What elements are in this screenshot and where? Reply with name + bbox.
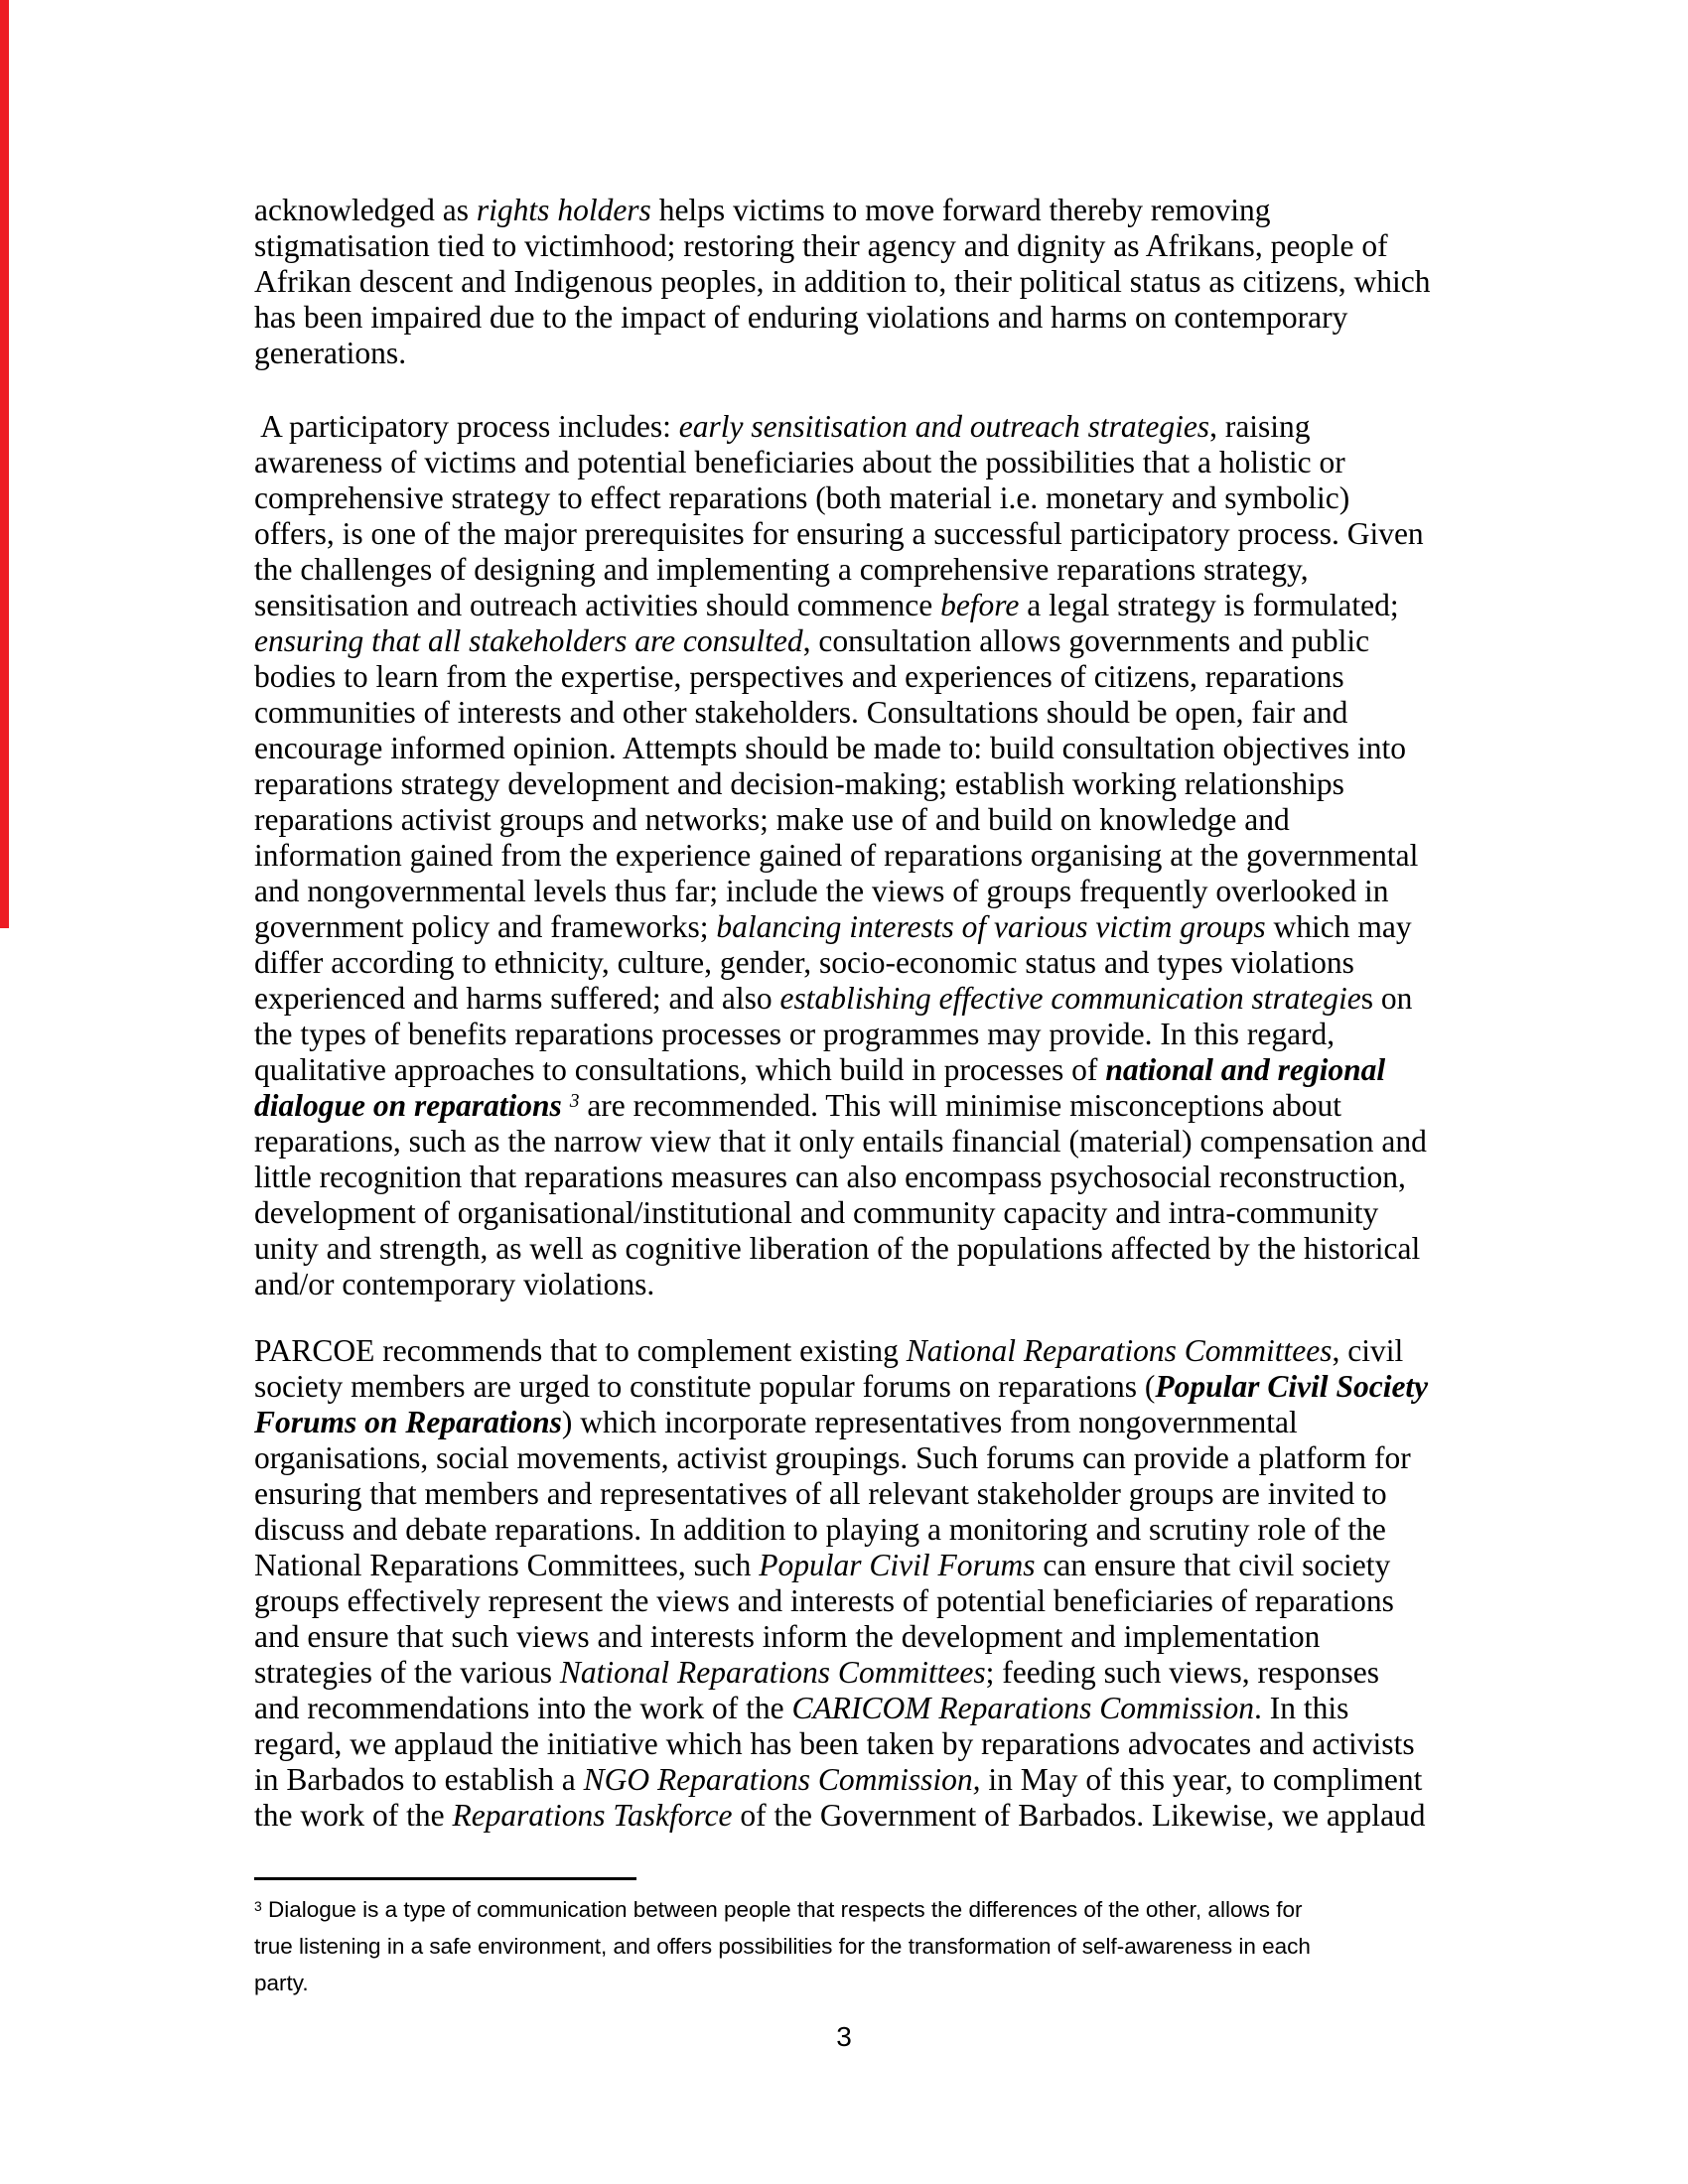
text-line: reparations strategy development and decision-making; establish working relationships bbox=[254, 766, 1344, 801]
text-line: development of organisational/institutional and community capacity and intra-community bbox=[254, 1195, 1379, 1230]
text-line: information gained from the experience gained of reparations organising at the governmental bbox=[254, 838, 1419, 873]
text-line: regard, we applaud the initiative which has been taken by reparations advocates and activists bbox=[254, 1726, 1415, 1761]
text-line: true listening in a safe environment, and offers possibilities for the transformation of self-awareness in each bbox=[254, 1934, 1311, 1959]
text-line: discuss and debate reparations. In addition to playing a monitoring and scrutiny role of the bbox=[254, 1512, 1386, 1547]
text-line: stigmatisation tied to victimhood; restoring their agency and dignity as Afrikans, people of bbox=[254, 228, 1388, 263]
text-line: reparations activist groups and networks; make use of and build on knowledge and bbox=[254, 802, 1290, 837]
text-line: experienced and harms suffered; and also establishing effective communication strategies on bbox=[254, 981, 1413, 1016]
text-line: generations. bbox=[254, 336, 407, 370]
text-line: unity and strength, as well as cognitive liberation of the populations affected by the historical bbox=[254, 1231, 1421, 1266]
text-line: Afrikan descent and Indigenous peoples, in addition to, their political status as citizens, which bbox=[254, 264, 1431, 299]
text-line: has been impaired due to the impact of enduring violations and harms on contemporary bbox=[254, 300, 1348, 335]
text-line: and/or contemporary violations. bbox=[254, 1267, 655, 1301]
text-line: party. bbox=[254, 1971, 309, 1995]
text-line: offers, is one of the major prerequisites for ensuring a successful participatory process. Given bbox=[254, 516, 1424, 551]
text-line: sensitisation and outreach activities should commence before a legal strategy is formulated; bbox=[254, 588, 1399, 622]
text-line: reparations, such as the narrow view that it only entails financial (material) compensation and bbox=[254, 1124, 1427, 1159]
text-line: organisations, social movements, activist groupings. Such forums can provide a platform for bbox=[254, 1440, 1411, 1475]
paragraph-participatory-process bbox=[254, 409, 1427, 1302]
text-line: strategies of the various National Reparations Committees; feeding such views, responses bbox=[254, 1655, 1379, 1690]
text-line: society members are urged to constitute popular forums on reparations (Popular Civil Society bbox=[254, 1369, 1429, 1404]
text-line: and recommendations into the work of the CARICOM Reparations Commission. In this bbox=[254, 1691, 1349, 1725]
text-line: communities of interests and other stakeholders. Consultations should be open, fair and bbox=[254, 695, 1348, 730]
left-edge-accent-bar bbox=[0, 0, 9, 928]
text-line: A participatory process includes: early sensitisation and outreach strategies, raising bbox=[254, 409, 1311, 444]
text-line: acknowledged as rights holders helps victims to move forward thereby removing bbox=[254, 193, 1271, 227]
text-line: qualitative approaches to consultations, which build in processes of national and regional bbox=[254, 1052, 1386, 1087]
text-line: and nongovernmental levels thus far; include the views of groups frequently overlooked in bbox=[254, 874, 1389, 908]
text-line: ensuring that members and representatives of all relevant stakeholder groups are invited to bbox=[254, 1476, 1387, 1511]
footnote-separator-rule bbox=[254, 1877, 636, 1880]
text-line: and ensure that such views and interests inform the development and implementation bbox=[254, 1619, 1321, 1654]
text-line: National Reparations Committees, such Popular Civil Forums can ensure that civil society bbox=[254, 1548, 1391, 1582]
text-line: in Barbados to establish a NGO Reparations Commission, in May of this year, to compliment bbox=[254, 1762, 1423, 1797]
text-line: the types of benefits reparations processes or programmes may provide. In this regard, bbox=[254, 1017, 1336, 1051]
text-line: groups effectively represent the views and interests of potential beneficiaries of reparations bbox=[254, 1583, 1394, 1618]
text-line: bodies to learn from the expertise, perspectives and experiences of citizens, reparations bbox=[254, 659, 1344, 694]
paragraph-rights-holders bbox=[254, 193, 1430, 371]
text-line: little recognition that reparations measures can also encompass psychosocial reconstruction, bbox=[254, 1160, 1406, 1194]
text-line: the challenges of designing and implementing a comprehensive reparations strategy, bbox=[254, 552, 1309, 587]
page-number: 3 bbox=[836, 2021, 852, 2052]
text-line: differ according to ethnicity, culture, gender, socio-economic status and types violations bbox=[254, 945, 1354, 980]
text-line: government policy and frameworks; balancing interests of various victim groups which may bbox=[254, 909, 1412, 944]
paragraph-parcoe-recommendation bbox=[254, 1333, 1428, 1834]
text-line: $^3$ Dialogue is a type of communication between people that respects the differences of the other, allows for bbox=[254, 1897, 1303, 1922]
footnote bbox=[254, 1891, 1456, 2001]
text-line: Forums on Reparations) which incorporate representatives from nongovernmental bbox=[254, 1405, 1298, 1439]
text-line: comprehensive strategy to effect reparations (both material i.e. monetary and symbolic) bbox=[254, 480, 1350, 515]
text-line: dialogue on reparations $^3$ are recommended. This will minimise misconceptions about bbox=[254, 1088, 1341, 1123]
text-line: awareness of victims and potential beneficiaries about the possibilities that a holistic or bbox=[254, 445, 1345, 479]
text-line: ensuring that all stakeholders are consulted, consultation allows governments and public bbox=[254, 623, 1370, 658]
text-line: PARCOE recommends that to complement existing National Reparations Committees, civil bbox=[254, 1333, 1404, 1368]
text-line: encourage informed opinion. Attempts should be made to: build consultation objectives into bbox=[254, 731, 1407, 765]
text-line: the work of the Reparations Taskforce of the Government of Barbados. Likewise, we applaud bbox=[254, 1798, 1426, 1833]
